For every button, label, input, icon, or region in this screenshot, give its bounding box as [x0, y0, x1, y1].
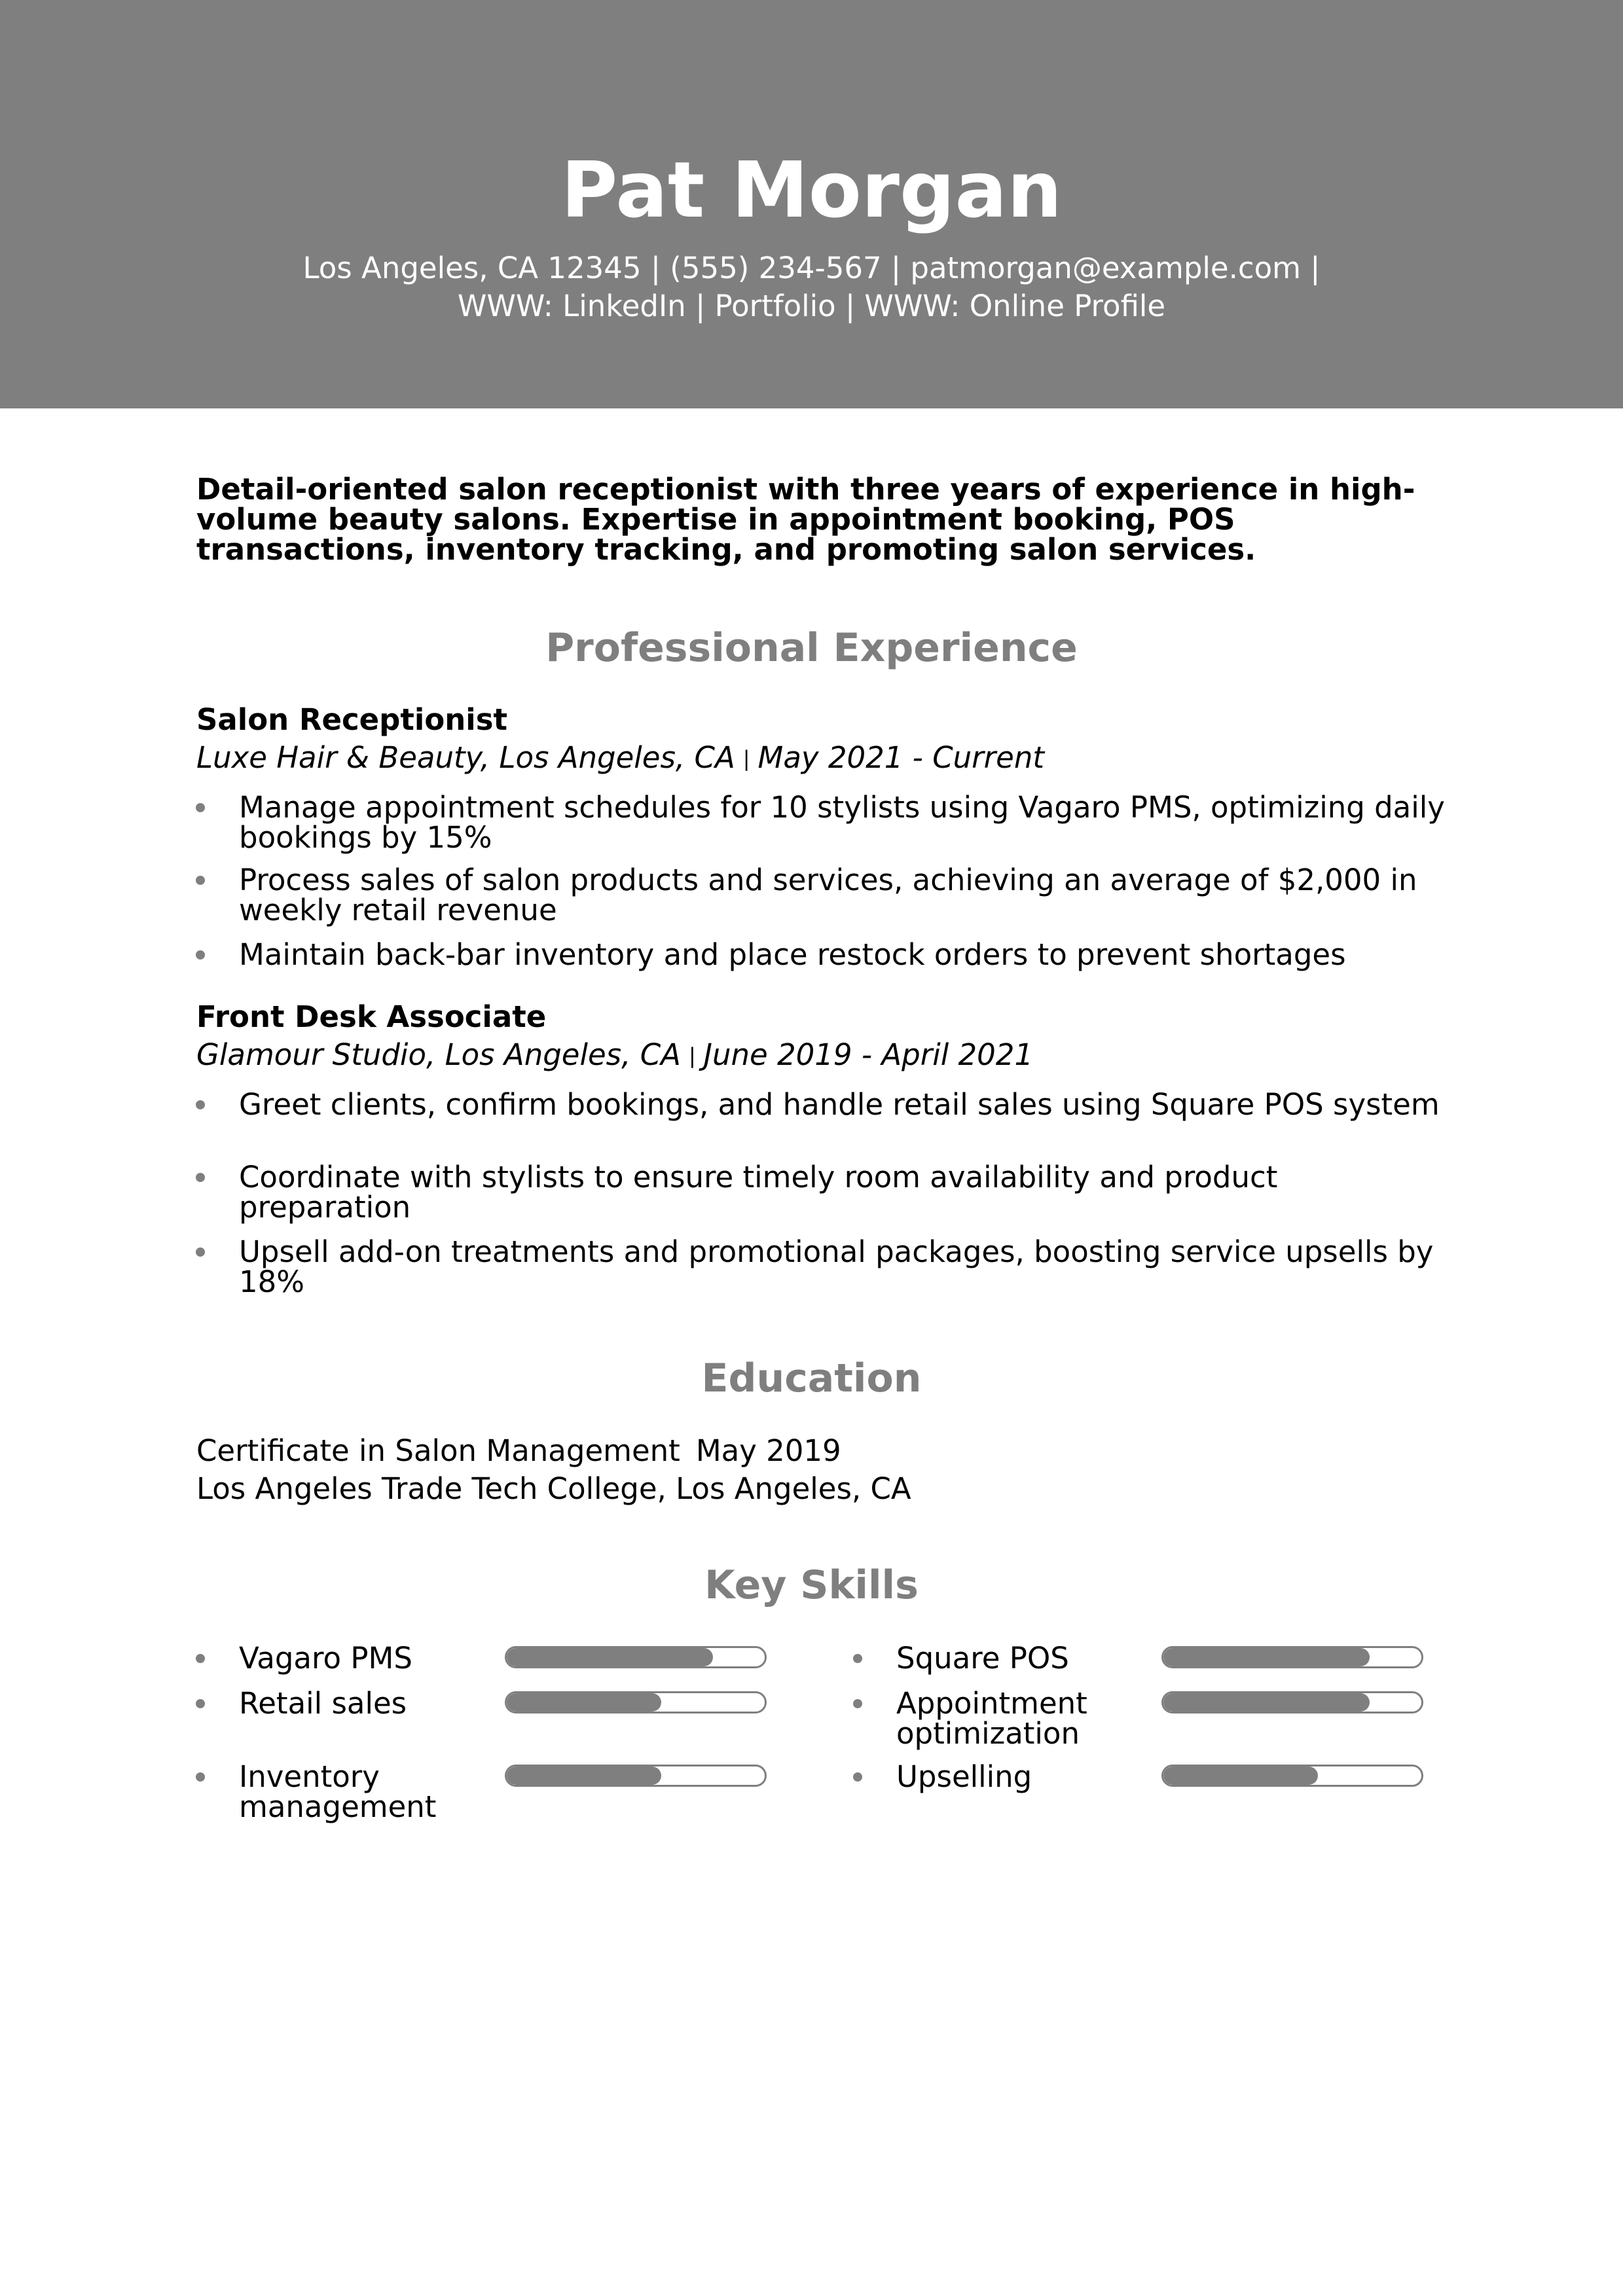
list-item: Upsell add-on treatments and promotional packages, boosting service upsells by 18% — [239, 1237, 1450, 1297]
job-dates: June 2019 - April 2021 — [703, 1037, 1034, 1072]
skill-label: Square POS — [896, 1643, 1125, 1674]
job-meta — [196, 1037, 1033, 1076]
skill-level-bar — [1161, 1765, 1423, 1787]
education-degree: Certificate in Salon Management — [196, 1433, 680, 1468]
education-date: May 2019 — [695, 1433, 841, 1468]
job-company: Luxe Hair & Beauty, Los Angeles, CA — [196, 740, 735, 775]
skill-level-bar — [505, 1765, 767, 1787]
bullet-icon — [853, 1699, 862, 1708]
skill-level-bar — [505, 1646, 767, 1668]
bullet-icon — [196, 950, 205, 960]
bullet-icon — [853, 1772, 862, 1782]
education-degree-line — [196, 1432, 841, 1470]
job-title: Salon Receptionist — [196, 702, 508, 737]
bullet-icon — [196, 1772, 205, 1782]
skill-level-fill — [507, 1648, 713, 1666]
bullet-icon — [853, 1654, 862, 1663]
list-item: Coordinate with stylists to ensure timely room availability and product preparation — [239, 1162, 1450, 1223]
skill-label: Upselling — [896, 1762, 1125, 1792]
experience-heading: Professional Experience — [545, 625, 1078, 671]
job-title: Front Desk Associate — [196, 999, 547, 1034]
candidate-name: Pat Morgan — [560, 145, 1063, 235]
summary: Detail-oriented salon receptionist with three years of experience in high-volume beauty salons. Expertise in appointment booking, POS transactions, inventory tracking, and promoting salon services. — [196, 472, 1415, 567]
bullet-icon — [196, 1100, 205, 1109]
bullet-icon — [196, 1654, 205, 1663]
bullet-icon — [196, 803, 205, 812]
contact-line-2: WWW: LinkedIn | Portfolio | WWW: Online Profile — [457, 289, 1166, 323]
skill-label: Appointment optimization — [896, 1689, 1125, 1749]
job-separator: | — [688, 1043, 696, 1068]
skill-level-fill — [507, 1693, 661, 1712]
job-separator: | — [742, 746, 750, 771]
list-item: Manage appointment schedules for 10 stylists using Vagaro PMS, optimizing daily bookings by 15% — [239, 793, 1450, 853]
list-item: Process sales of salon products and services, achieving an average of $2,000 in weekly retail revenue — [239, 865, 1450, 925]
skill-label: Retail sales — [239, 1689, 468, 1719]
skill-label: Inventory management — [239, 1762, 468, 1822]
education-heading: Education — [701, 1355, 922, 1401]
skill-level-fill — [507, 1767, 661, 1785]
list-item: Maintain back-bar inventory and place restock orders to prevent shortages — [239, 940, 1450, 970]
job-company: Glamour Studio, Los Angeles, CA — [196, 1037, 681, 1072]
skill-level-fill — [1163, 1767, 1318, 1785]
skills-heading: Key Skills — [704, 1562, 919, 1608]
bullet-icon — [196, 1173, 205, 1182]
contact-line-1: Los Angeles, CA 12345 | (555) 234-567 | patmorgan@example.com | — [302, 251, 1321, 285]
bullet-icon — [196, 1247, 205, 1257]
skill-level-bar — [1161, 1646, 1423, 1668]
bullet-icon — [196, 876, 205, 885]
list-item: Greet clients, confirm bookings, and handle retail sales using Square POS system — [239, 1090, 1450, 1120]
skill-level-bar — [1161, 1691, 1423, 1713]
job-dates: May 2021 - Current — [757, 740, 1045, 775]
skill-level-fill — [1163, 1693, 1370, 1712]
skill-level-bar — [505, 1691, 767, 1713]
job-meta — [196, 740, 1044, 779]
skill-label: Vagaro PMS — [239, 1643, 468, 1674]
header-banner — [0, 0, 1623, 408]
bullet-icon — [196, 1699, 205, 1708]
education-school: Los Angeles Trade Tech College, Los Angeles, CA — [196, 1471, 911, 1506]
skill-level-fill — [1163, 1648, 1370, 1666]
